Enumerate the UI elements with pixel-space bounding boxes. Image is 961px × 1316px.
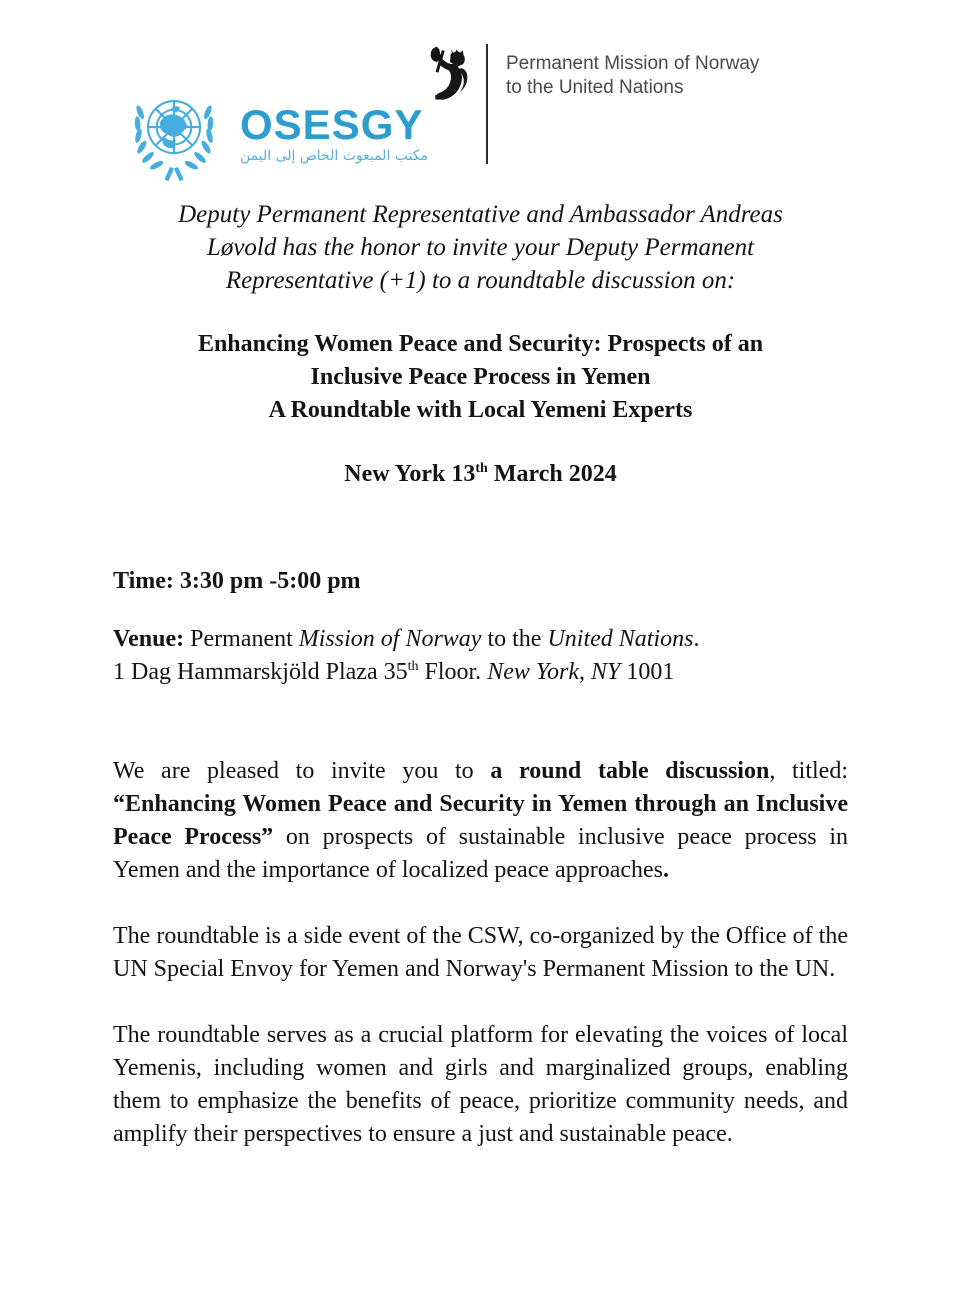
header-logos bbox=[0, 0, 961, 192]
osesgy-wordmark bbox=[240, 103, 430, 165]
event-date: New York 13th March 2024 bbox=[344, 461, 617, 487]
intro-line-3: Representative (+1) to a roundtable discussion on: bbox=[225, 267, 736, 294]
venue-address-line: 1 Dag Hammarskjöld Plaza 35th Floor. New York, NY 1001 bbox=[113, 659, 675, 685]
osesgy-arabic-name: مكتب المبعوث الخاص إلى اليمن bbox=[240, 148, 428, 164]
vertical-divider bbox=[486, 44, 488, 164]
event-title bbox=[113, 328, 848, 427]
norway-mission-name bbox=[506, 44, 759, 100]
event-title-line-2: Inclusive Peace Process in Yemen bbox=[310, 364, 651, 390]
event-time: Time: 3:30 pm -5:00 pm bbox=[113, 568, 361, 594]
intro-line-2: Løvold has the honor to invite your Deputy Permanent bbox=[206, 234, 755, 261]
paragraph-side-event: The roundtable is a side event of the CSW, co-organized by the Office of the UN Special Envoy for Yemen and Norway's Permanent Mission to the UN. bbox=[113, 923, 848, 982]
event-title-line-3: A Roundtable with Local Yemeni Experts bbox=[268, 397, 693, 423]
norway-mission-logo bbox=[430, 44, 759, 164]
paragraph-platform: The roundtable serves as a crucial platform for elevating the voices of local Yemenis, including women and girls and marginalized groups, enabling them to emphasize the benefits of peace, prioritize community needs, and amplify their perspectives to ensure a just and sustainable peace. bbox=[113, 1022, 848, 1147]
venue-label: Venue: bbox=[113, 626, 185, 652]
osesgy-acronym: OSESGY bbox=[240, 101, 424, 148]
osesgy-logo bbox=[122, 82, 430, 186]
norway-name-line1: Permanent Mission of Norway bbox=[506, 53, 760, 74]
date-ordinal: th bbox=[475, 461, 488, 476]
norway-lion-crest-icon bbox=[430, 44, 470, 104]
un-emblem-icon bbox=[122, 82, 226, 186]
norway-name-line2: to the United Nations bbox=[506, 77, 684, 98]
venue-block bbox=[113, 623, 848, 689]
event-title-line-1: Enhancing Women Peace and Security: Prospects of an bbox=[197, 331, 764, 357]
intro-line-1: Deputy Permanent Representative and Ambassador Andreas bbox=[178, 201, 783, 228]
document-body bbox=[0, 198, 961, 1151]
address-ordinal: th bbox=[407, 659, 419, 674]
venue-line: Venue: Permanent Mission of Norway to the United Nations. bbox=[113, 626, 700, 652]
invitation-intro bbox=[113, 198, 848, 297]
paragraph-invite: We are pleased to invite you to a round table discussion, titled: “Enhancing Women Peace and Security in Yemen through an Inclusive Peace Process” on prospects of sustainable inclusive peace process in Yemen and the importance of localized peace approaches. bbox=[113, 758, 848, 883]
